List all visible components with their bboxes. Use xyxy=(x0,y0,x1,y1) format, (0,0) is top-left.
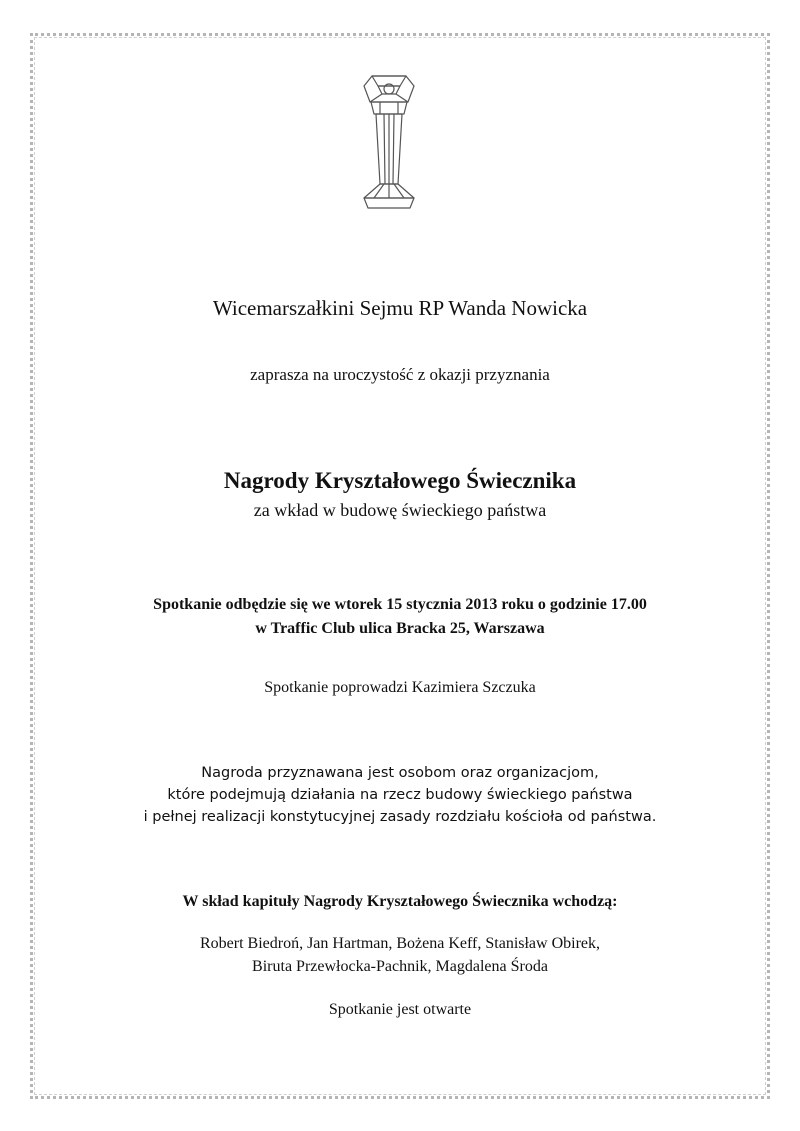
chapter-members-line: Robert Biedroń, Jan Hartman, Bożena Keff, Stanisław Obirek, xyxy=(199,935,601,952)
chapter-heading: W skład kapituły Nagrody Kryształowego Świecznika wchodzą: xyxy=(182,893,618,910)
description-line: i pełnej realizacji konstytucyjnej zasady rozdziału kościoła od państwa. xyxy=(143,809,657,825)
award-title: Nagrody Kryształowego Świecznika xyxy=(223,468,577,493)
meeting-venue-line: w Traffic Club ulica Bracka 25, Warszawa xyxy=(255,620,545,637)
meeting-date-line: Spotkanie odbędzie się we wtorek 15 stycznia 2013 roku o godzinie 17.00 xyxy=(153,596,647,613)
host-name: Wicemarszałkini Sejmu RP Wanda Nowicka xyxy=(212,296,588,320)
moderator-line: Spotkanie poprowadzi Kazimiera Szczuka xyxy=(264,679,536,696)
invite-line: zaprasza na uroczystość z okazji przyznania xyxy=(250,365,550,384)
description-line: Nagroda przyznawana jest osobom oraz organizacjom, xyxy=(201,765,599,781)
chapter-members-line: Biruta Przewłocka-Pachnik, Magdalena Środa xyxy=(252,958,548,975)
award-subtitle: za wkład w budowę świeckiego państwa xyxy=(253,500,547,520)
open-note: Spotkanie jest otwarte xyxy=(328,1001,472,1018)
description-line: które podejmują działania na rzecz budowy świeckiego państwa xyxy=(167,787,633,803)
crystal-candlestick-icon xyxy=(358,72,420,212)
